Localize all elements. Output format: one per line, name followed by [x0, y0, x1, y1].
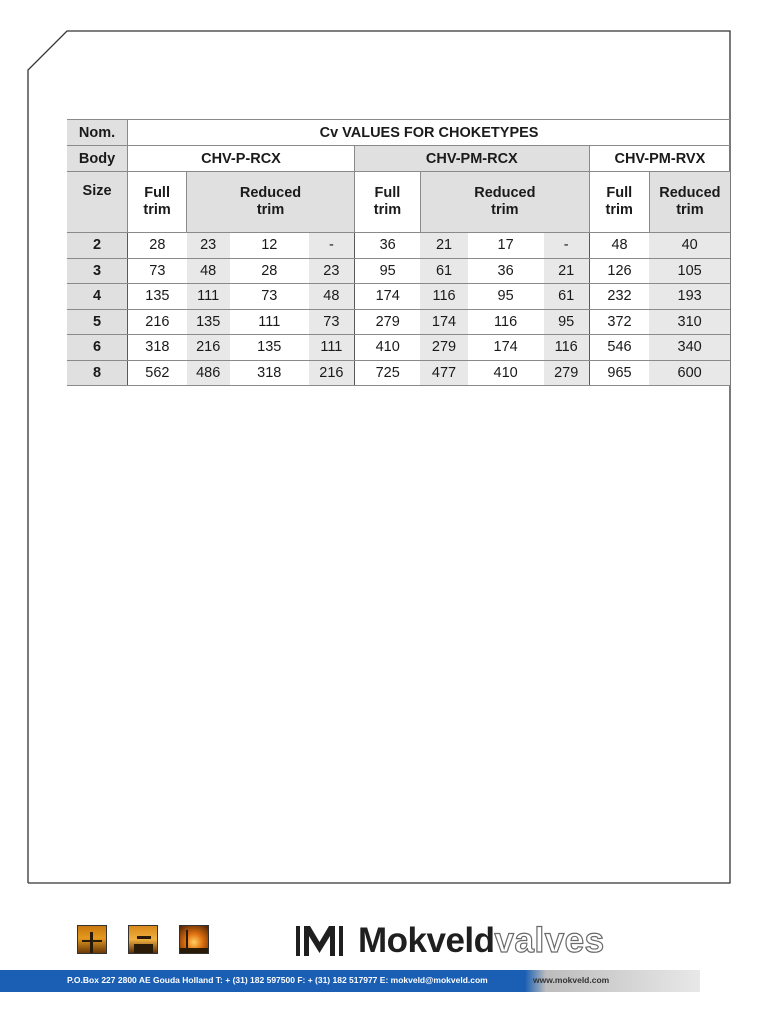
value-cell: 174 — [468, 335, 544, 361]
value-cell: 12 — [230, 233, 309, 259]
group-header-chv-pm-rvx: CHV-PM-RVX — [589, 146, 730, 172]
value-cell: 73 — [230, 284, 309, 310]
value-cell: 372 — [589, 309, 649, 335]
size-cell: 6 — [67, 335, 128, 361]
value-cell: 216 — [128, 309, 187, 335]
value-cell: 562 — [128, 360, 187, 386]
mokveld-logo — [296, 921, 605, 960]
value-cell: 216 — [187, 335, 230, 361]
value-cell: 318 — [230, 360, 309, 386]
value-cell: 410 — [354, 335, 420, 361]
product-photo-thumbnail — [128, 925, 158, 954]
value-cell: 725 — [354, 360, 420, 386]
value-cell: 40 — [649, 233, 730, 259]
value-cell: 340 — [649, 335, 730, 361]
mokveld-logo-mark-icon — [296, 926, 343, 956]
size-label: Size — [67, 172, 128, 233]
contact-address: P.O.Box 227 2800 AE Gouda Holland T: + (31) 182 597500 F: + (31) 182 517977 E: mokveld@mokveld.com — [67, 975, 488, 985]
table-row — [67, 258, 730, 284]
table-row — [67, 233, 730, 259]
value-cell: 232 — [589, 284, 649, 310]
value-cell: 135 — [230, 335, 309, 361]
value-cell: 17 — [468, 233, 544, 259]
table-row — [67, 335, 730, 361]
value-cell: 546 — [589, 335, 649, 361]
size-cell: 4 — [67, 284, 128, 310]
value-cell: 279 — [420, 335, 467, 361]
value-cell: 410 — [468, 360, 544, 386]
value-cell: 36 — [468, 258, 544, 284]
brand-wordmark: Mokveldvalves — [358, 921, 605, 960]
product-photo-thumbnail — [77, 925, 107, 954]
value-cell: 600 — [649, 360, 730, 386]
reduced-trim-header: Reduced trim — [420, 172, 589, 233]
value-cell: 279 — [354, 309, 420, 335]
value-cell: 111 — [187, 284, 230, 310]
website-link[interactable]: www.mokveld.com — [533, 975, 610, 985]
body-label: Body — [67, 146, 128, 172]
group-header-chv-p-rcx: CHV-P-RCX — [128, 146, 355, 172]
value-cell: 486 — [187, 360, 230, 386]
value-cell: 48 — [309, 284, 355, 310]
reduced-trim-header: Reduced trim — [187, 172, 355, 233]
value-cell: - — [544, 233, 590, 259]
value-cell: 105 — [649, 258, 730, 284]
value-cell: 21 — [544, 258, 590, 284]
table-row — [67, 284, 730, 310]
value-cell: 174 — [420, 309, 467, 335]
value-cell: 61 — [420, 258, 467, 284]
value-cell: 116 — [468, 309, 544, 335]
size-cell: 3 — [67, 258, 128, 284]
value-cell: 174 — [354, 284, 420, 310]
table-row — [67, 309, 730, 335]
value-cell: 135 — [128, 284, 187, 310]
size-cell: 5 — [67, 309, 128, 335]
group-header-chv-pm-rcx: CHV-PM-RCX — [354, 146, 589, 172]
value-cell: 95 — [544, 309, 590, 335]
value-cell: 48 — [187, 258, 230, 284]
value-cell: 23 — [187, 233, 230, 259]
reduced-trim-header: Reduced trim — [649, 172, 730, 233]
product-photo-thumbnail — [179, 925, 209, 954]
cv-values-table — [67, 119, 730, 386]
value-cell: 116 — [544, 335, 590, 361]
value-cell: 318 — [128, 335, 187, 361]
value-cell: 965 — [589, 360, 649, 386]
full-trim-header: Full trim — [354, 172, 420, 233]
value-cell: 48 — [589, 233, 649, 259]
value-cell: 23 — [309, 258, 355, 284]
value-cell: 111 — [230, 309, 309, 335]
table-title: Cv VALUES FOR CHOKETYPES — [128, 120, 730, 146]
value-cell: 116 — [420, 284, 467, 310]
value-cell: 61 — [544, 284, 590, 310]
value-cell: 279 — [544, 360, 590, 386]
value-cell: 111 — [309, 335, 355, 361]
value-cell: 310 — [649, 309, 730, 335]
value-cell: 95 — [468, 284, 544, 310]
value-cell: 28 — [128, 233, 187, 259]
table-row — [67, 360, 730, 386]
value-cell: - — [309, 233, 355, 259]
value-cell: 73 — [128, 258, 187, 284]
full-trim-header: Full trim — [589, 172, 649, 233]
value-cell: 73 — [309, 309, 355, 335]
full-trim-header: Full trim — [128, 172, 187, 233]
size-cell: 2 — [67, 233, 128, 259]
nom-label: Nom. — [67, 120, 128, 146]
value-cell: 135 — [187, 309, 230, 335]
value-cell: 216 — [309, 360, 355, 386]
value-cell: 36 — [354, 233, 420, 259]
contact-bar — [0, 970, 700, 992]
value-cell: 95 — [354, 258, 420, 284]
size-cell: 8 — [67, 360, 128, 386]
value-cell: 126 — [589, 258, 649, 284]
value-cell: 28 — [230, 258, 309, 284]
value-cell: 21 — [420, 233, 467, 259]
value-cell: 477 — [420, 360, 467, 386]
value-cell: 193 — [649, 284, 730, 310]
